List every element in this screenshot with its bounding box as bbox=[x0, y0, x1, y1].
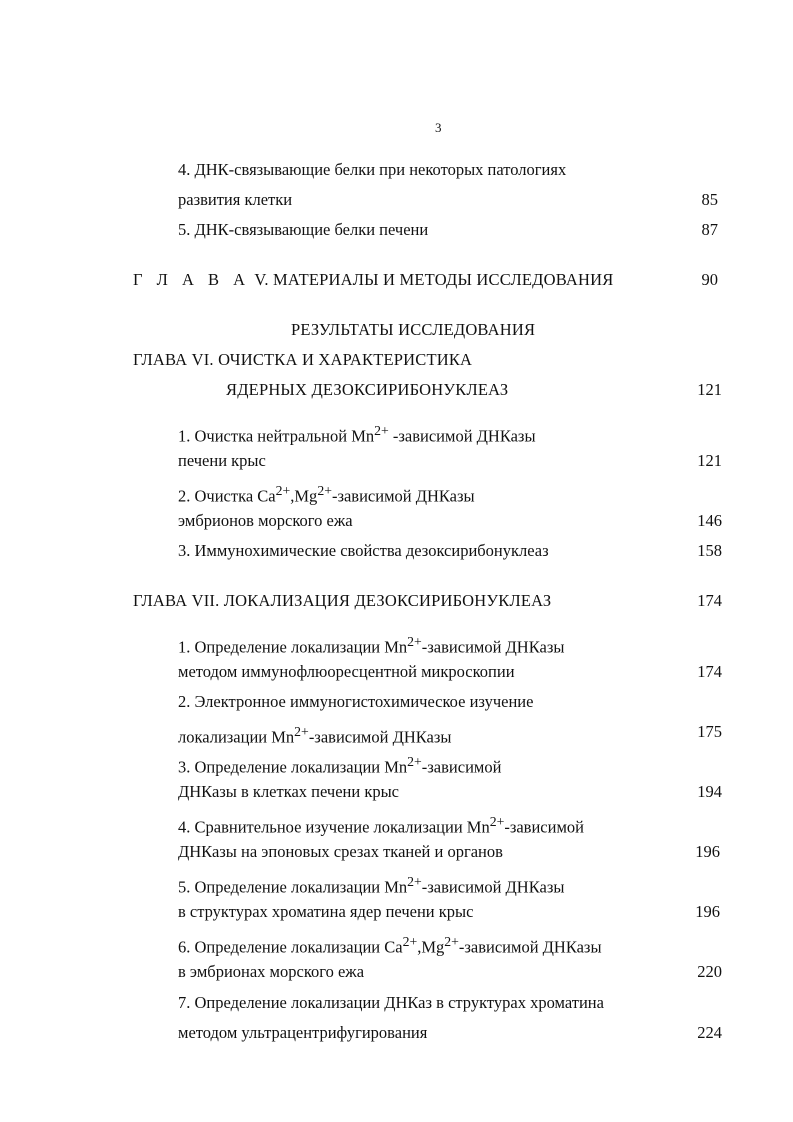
toc-entry-text: 3. Иммунохимические свойства дезоксирибонуклеаз bbox=[178, 541, 549, 560]
toc-page-number: 87 bbox=[701, 220, 718, 239]
superscript: 2+ bbox=[402, 934, 418, 949]
entry-part: ,Mg bbox=[417, 937, 445, 957]
entry-part: локализации Mn bbox=[178, 727, 295, 747]
entry-part: ,Mg bbox=[290, 486, 318, 506]
toc-page-number: 220 bbox=[697, 962, 722, 981]
superscript: 2+ bbox=[407, 754, 422, 769]
entry-part: -зависимой ДНКазы bbox=[331, 486, 475, 506]
toc-page-number: 194 bbox=[697, 782, 722, 801]
entry-part: 6. Определение локализации Ca bbox=[178, 937, 403, 957]
toc-page-number: 85 bbox=[701, 190, 718, 209]
toc-entry-text: 2. Электронное иммуногистохимическое изучение bbox=[178, 692, 534, 711]
toc-entry-text bbox=[178, 481, 475, 507]
superscript: 2+ bbox=[317, 483, 332, 498]
toc-entry-text: ДНКазы в клетках печени крыс bbox=[178, 782, 400, 801]
superscript: 2+ bbox=[294, 724, 309, 739]
entry-part: -зависимой bbox=[421, 757, 502, 777]
toc-entry-text: методом ультрацентрифугирования bbox=[178, 1023, 428, 1042]
toc-page-number: 121 bbox=[697, 380, 722, 399]
superscript: 2+ bbox=[407, 874, 422, 889]
chapter-title: V. МАТЕРИАЛЫ И МЕТОДЫ ИССЛЕДОВАНИЯ bbox=[254, 270, 614, 289]
toc-entry-text bbox=[178, 872, 564, 898]
toc-entry-text: 7. Определение локализации ДНКаз в структурах хроматина bbox=[178, 993, 604, 1012]
superscript: 2+ bbox=[489, 814, 505, 829]
chapter-heading bbox=[133, 270, 613, 290]
toc-page-number: 196 bbox=[695, 842, 720, 861]
toc-entry-text bbox=[178, 752, 501, 778]
toc-page-number: 175 bbox=[697, 722, 722, 741]
toc-entry-text bbox=[178, 421, 536, 447]
toc-entry-text: печени крыс bbox=[178, 451, 266, 470]
entry-part: 3. Определение локализации Mn bbox=[178, 757, 408, 777]
entry-part: -зависимой ДНКазы bbox=[421, 637, 565, 657]
toc-page-number: 224 bbox=[697, 1023, 722, 1042]
toc-entry-text: методом иммунофлюоресцентной микроскопии bbox=[178, 662, 515, 681]
entry-part: 5. Определение локализации Mn bbox=[178, 877, 408, 897]
entry-part: 2. Очистка Ca bbox=[178, 486, 276, 506]
toc-entry-text: ДНКазы на эпоновых срезах тканей и органов bbox=[178, 842, 503, 861]
toc-entry-text bbox=[178, 812, 584, 838]
entry-part: -зависимой ДНКазы bbox=[308, 727, 452, 747]
superscript: 2+ bbox=[275, 483, 291, 498]
chapter-heading: ГЛАВА VI. ОЧИСТКА И ХАРАКТЕРИСТИКА bbox=[133, 350, 473, 369]
toc-entry-text: 4. ДНК-связывающие белки при некоторых патологиях bbox=[178, 160, 567, 179]
toc-entry-text: 5. ДНК-связывающие белки печени bbox=[178, 220, 429, 239]
entry-part: -зависимой ДНКазы bbox=[458, 937, 602, 957]
entry-part: -зависимой bbox=[504, 817, 584, 837]
toc-page-number: 174 bbox=[697, 591, 722, 610]
toc-entry-text: развития клетки bbox=[178, 190, 293, 209]
toc-entry-text bbox=[178, 722, 451, 748]
toc-page-number: 146 bbox=[697, 511, 722, 530]
toc-entry-text bbox=[178, 932, 602, 958]
toc-page-number: 196 bbox=[695, 902, 720, 921]
chapter-heading: ЯДЕРНЫХ ДЕЗОКСИРИБОНУКЛЕАЗ bbox=[226, 380, 509, 399]
toc-page-number: 158 bbox=[697, 541, 722, 560]
superscript: 2+ bbox=[444, 934, 459, 949]
superscript: 2+ bbox=[374, 423, 389, 438]
section-heading: РЕЗУЛЬТАТЫ ИССЛЕДОВАНИЯ bbox=[291, 320, 536, 339]
toc-entry-text bbox=[178, 632, 564, 658]
entry-part: -зависимой ДНКазы bbox=[421, 877, 565, 897]
chapter-prefix: Г Л А В А bbox=[133, 270, 251, 289]
entry-part: 1. Определение локализации Mn bbox=[178, 637, 408, 657]
toc-entry-text: в эмбрионах морского ежа bbox=[178, 962, 365, 981]
toc-entry-text: в структурах хроматина ядер печени крыс bbox=[178, 902, 474, 921]
superscript: 2+ bbox=[407, 634, 422, 649]
toc-entry-text: эмбрионов морского ежа bbox=[178, 511, 353, 530]
toc-page-number: 90 bbox=[701, 270, 718, 289]
page-number: 3 bbox=[435, 120, 442, 135]
entry-part: 1. Очистка нейтральной Mn bbox=[178, 426, 375, 446]
entry-part: 4. Сравнительное изучение локализации Mn bbox=[178, 817, 490, 837]
entry-part: -зависимой ДНКазы bbox=[388, 426, 536, 446]
chapter-heading: ГЛАВА VII. ЛОКАЛИЗАЦИЯ ДЕЗОКСИРИБОНУКЛЕАЗ bbox=[133, 591, 552, 610]
toc-page-number: 174 bbox=[697, 662, 722, 681]
toc-page-number: 121 bbox=[697, 451, 722, 470]
